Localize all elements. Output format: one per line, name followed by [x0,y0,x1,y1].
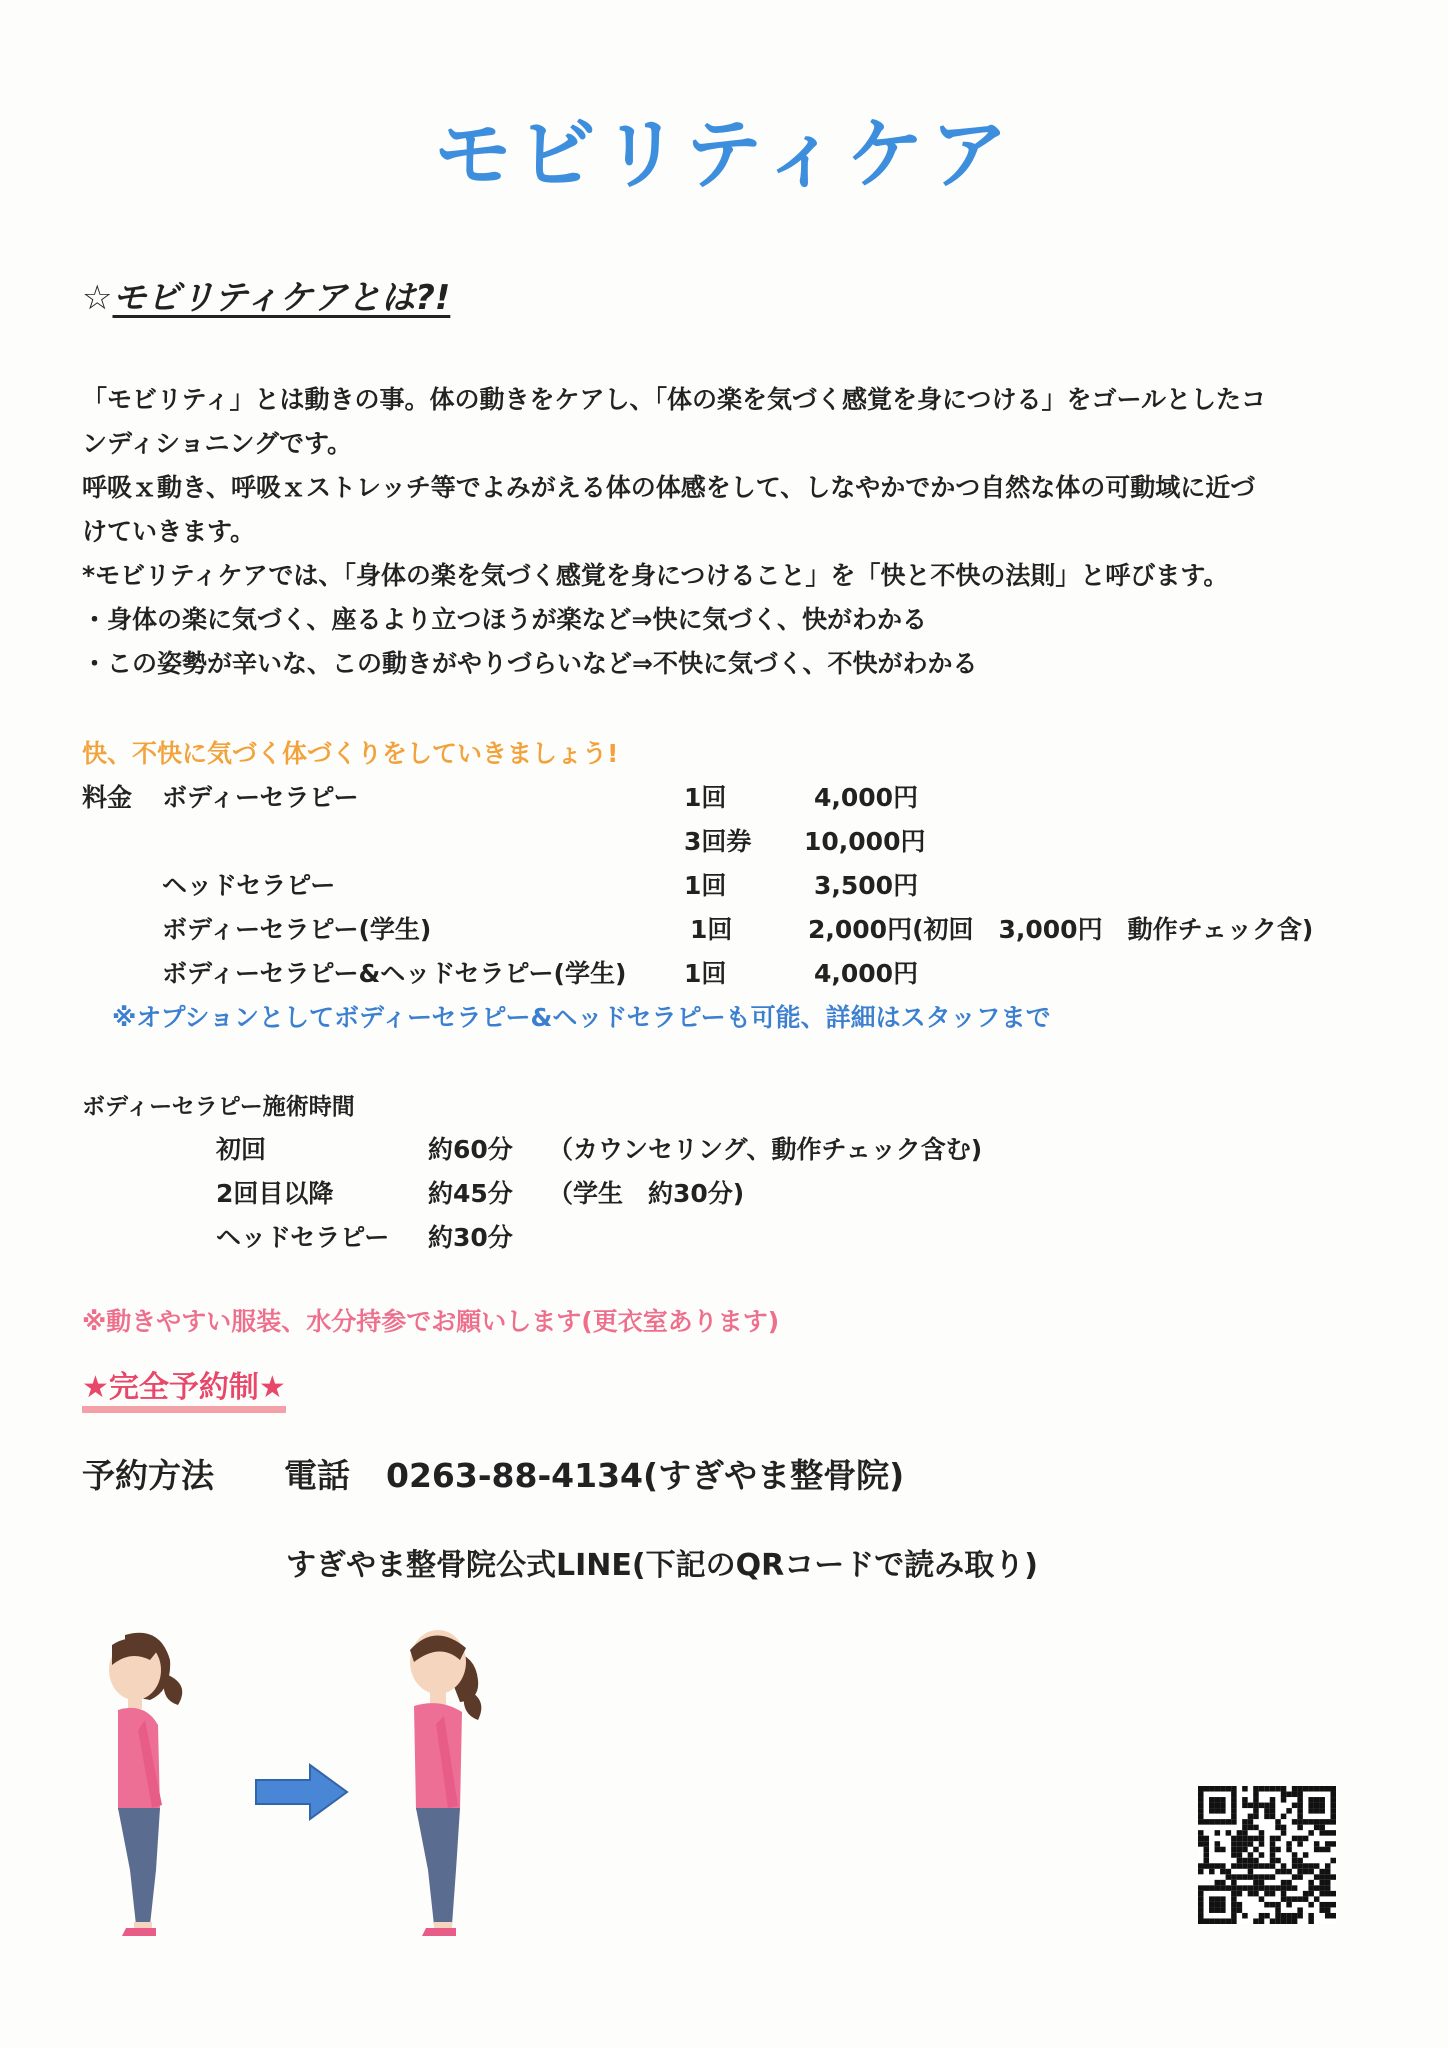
qr-code [1198,1786,1336,1924]
pricing-price: 4,000円 [814,959,919,988]
session-note: （カウンセリング、動作チェック含む) [548,1135,983,1164]
pricing-note: ※オプションとしてボディーセラピー&ヘッドセラピーも可能、詳細はスタッフまで [112,1003,1051,1032]
about-line: ・この姿勢が辛いな、この動きがやりづらいなど⇒不快に気づく、不快がわかる [82,649,978,678]
phone-number: 0263-88-4134(すぎやま整骨院) [386,1456,905,1495]
woman-before-illustration [90,1630,200,1940]
phone-label: 電話 [284,1456,350,1495]
session-label: 2回目以降 [216,1179,334,1208]
about-line: ンディショニングです。 [82,429,353,458]
pricing-count: 1回 [684,783,727,812]
session-note: （学生 約30分) [548,1179,745,1208]
session-label: 初回 [216,1135,267,1164]
about-line: 呼吸ｘ動き、呼吸ｘストレッチ等でよみがえる体の体感をして、しなやかでかつ自然な体の可動域に近づ [82,473,1256,502]
session-heading: ボディーセラピー施術時間 [82,1094,355,1120]
about-line: けていきます。 [82,517,256,546]
arrow-right-icon [254,1762,350,1822]
pricing-name: ボディーセラピー(学生) [162,915,432,944]
line-info: すぎやま整骨院公式LINE(下記のQRコードで読み取り) [286,1548,1038,1583]
session-value: 約60分 [428,1135,513,1164]
star-icon: ☆ [82,278,113,318]
clothing-note: ※動きやすい服装、水分持参でお願いします(更衣室あります) [82,1307,780,1336]
pricing-name: ボディーセラピー [162,783,359,812]
slogan: 快、不快に気づく体づくりをしていきましょう! [82,739,619,768]
woman-after-illustration [380,1620,490,1940]
pricing-name: ボディーセラピー&ヘッドセラピー(学生) [162,959,627,988]
pricing-name: ヘッドセラピー [162,871,336,900]
pricing-price: 3,500円 [814,871,919,900]
pricing-count: 3回券 [684,827,752,856]
page-title: モビリティケア [433,110,1015,200]
pricing-price: 4,000円 [814,783,919,812]
pricing-label: 料金 [82,783,133,812]
pricing-count: 1回 [684,871,727,900]
pricing-price: 10,000円 [804,827,926,856]
pricing-count: 1回 [690,915,733,944]
about-heading [82,270,450,319]
about-line: 「モビリティ」とは動きの事。体の動きをケアし、「体の楽を気づく感覚を身につける」をゴールとしたコ [82,385,1267,414]
session-label: ヘッドセラピー [216,1223,390,1252]
about-line: *モビリティケアでは、「身体の楽を気づく感覚を身につけること」を「快と不快の法則」と呼びます。 [82,561,1229,590]
about-line: ・身体の楽に気づく、座るより立つほうが楽など⇒快に気づく、快がわかる [82,605,927,634]
reservation-badge: ★完全予約制★ [82,1362,286,1413]
pricing-count: 1回 [684,959,727,988]
pricing-price: 2,000円(初回 3,000円 動作チェック含) [808,915,1314,944]
session-value: 約30分 [428,1223,513,1252]
session-value: 約45分 [428,1179,513,1208]
reservation-label: 予約方法 [82,1456,214,1495]
about-heading-text: モビリティケアとは?! [112,278,451,318]
